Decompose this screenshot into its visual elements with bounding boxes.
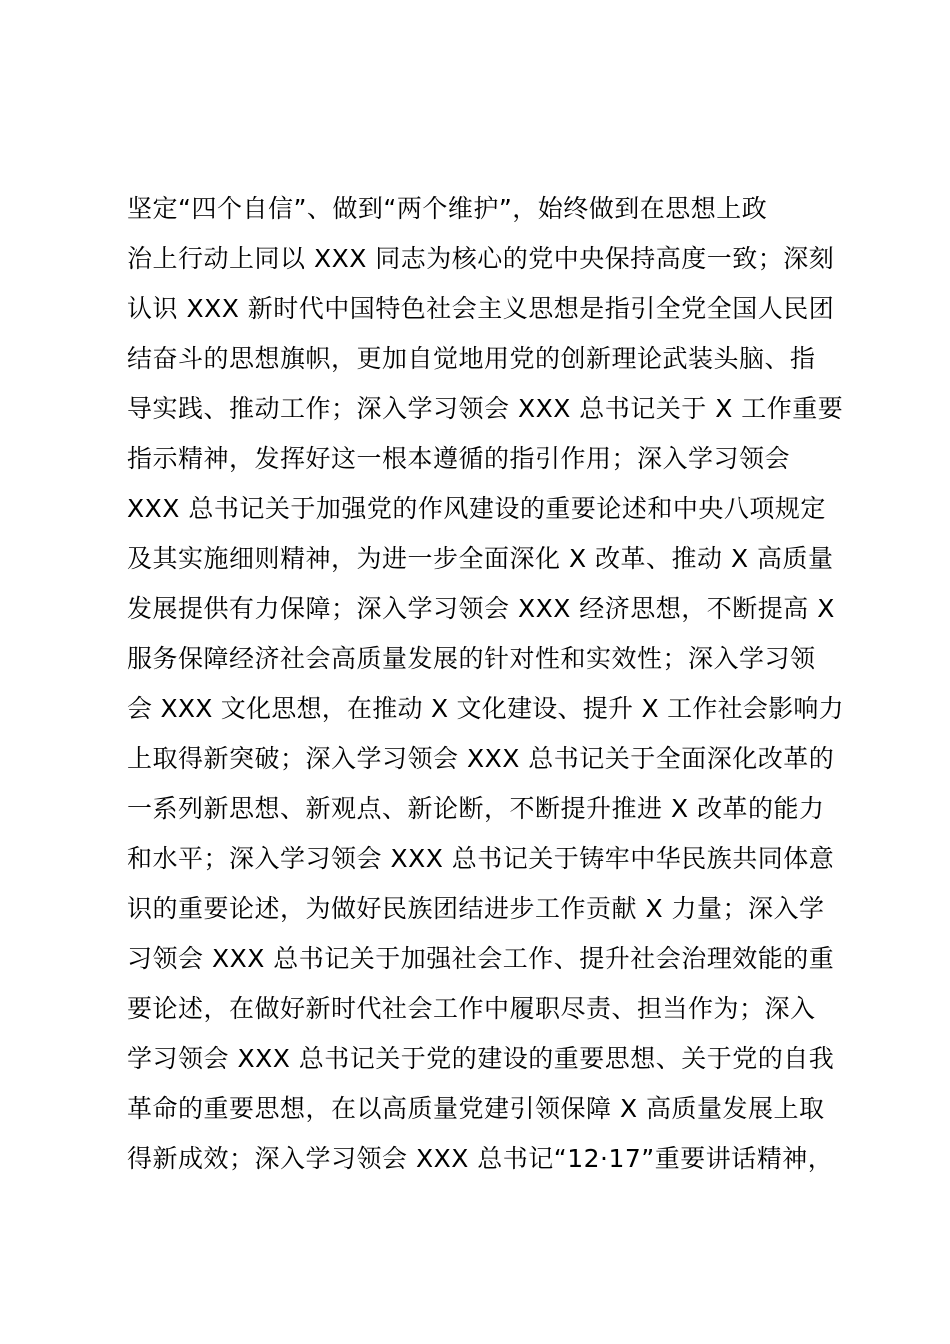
text-line: 认识 XXX 新时代中国特色社会主义思想是指引全党全国人民团: [127, 294, 835, 323]
text-line: 发展提供有力保障；深入学习领会 XXX 经济思想，不断提高 X: [127, 594, 835, 623]
text-line: 得新成效；深入学习领会 XXX 总书记“12·17”重要讲话精神，: [127, 1144, 834, 1173]
body-paragraph: [127, 184, 847, 1184]
text-line: 上取得新突破；深入学习领会 XXX 总书记关于全面深化改革的: [127, 744, 835, 773]
text-line: 习领会 XXX 总书记关于加强社会工作、提升社会治理效能的重: [127, 944, 835, 973]
text-line: 指示精神，发挥好这一根本遵循的指引作用；深入学习领会: [127, 444, 791, 473]
text-line: 导实践、推动工作；深入学习领会 XXX 总书记关于 X 工作重要: [127, 394, 844, 423]
text-line: 一系列新思想、新观点、新论断，不断提升推进 X 改革的能力: [127, 794, 825, 823]
text-line: 革命的重要思想，在以高质量党建引领保障 X 高质量发展上取: [127, 1094, 825, 1123]
text-line: 服务保障经济社会高质量发展的针对性和实效性；深入学习领: [127, 644, 816, 673]
text-line: 坚定“四个自信”、做到“两个维护”，始终做到在思想上政: [127, 194, 768, 223]
text-line: 治上行动上同以 XXX 同志为核心的党中央保持高度一致；深刻: [127, 244, 835, 273]
text-line: 及其实施细则精神，为进一步全面深化 X 改革、推动 X 高质量: [127, 544, 834, 573]
text-line: 和水平；深入学习领会 XXX 总书记关于铸牢中华民族共同体意: [127, 844, 835, 873]
text-line: 要论述，在做好新时代社会工作中履职尽责、担当作为；深入: [127, 994, 816, 1023]
text-line: 识的重要论述，为做好民族团结进步工作贡献 X 力量；深入学: [127, 894, 825, 923]
text-line: 会 XXX 文化思想，在推动 X 文化建设、提升 X 工作社会影响力: [127, 694, 844, 723]
text-line: XXX 总书记关于加强党的作风建设的重要论述和中央八项规定: [127, 494, 826, 523]
text-line: 学习领会 XXX 总书记关于党的建设的重要思想、关于党的自我: [127, 1044, 835, 1073]
text-line: 结奋斗的思想旗帜，更加自觉地用党的创新理论武装头脑、指: [127, 344, 816, 373]
